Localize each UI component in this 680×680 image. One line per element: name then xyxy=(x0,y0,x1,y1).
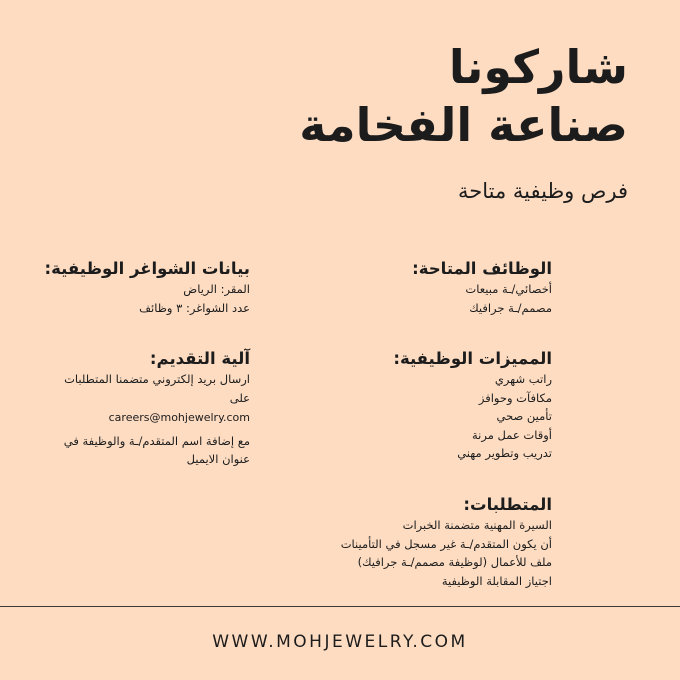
vacancy-info-section xyxy=(24,258,250,317)
hero xyxy=(299,38,628,204)
benefit-item: مكافآت وحوافز xyxy=(478,390,552,405)
benefit-item: تأمين صحي xyxy=(496,409,552,423)
vacancy-info-item: المقر: الرياض xyxy=(183,282,250,296)
requirement-item: أن يكون المتقدم/ـة غير مسجل في التأمينات xyxy=(340,536,552,551)
subtitle: فرص وظيفية متاحة xyxy=(458,179,628,203)
position-item: أخصائي/ـة مبيعات xyxy=(465,282,552,296)
requirement-item: ملف للأعمال (لوظيفة مصمم/ـة جرافيك) xyxy=(357,555,552,569)
vacancy-info-item: عدد الشواغر: ٣ وظائف xyxy=(139,300,250,315)
headline-line-2: صناعة الفخامة xyxy=(299,98,628,152)
position-item: مصمم/ـة جرافيك xyxy=(469,300,552,315)
application-line: عنوان الايميل xyxy=(186,452,250,466)
requirements-section xyxy=(292,494,552,590)
website-url[interactable]: WWW.MOHJEWELRY.COM xyxy=(212,632,468,652)
application-email-link[interactable]: careers@mohjewelry.com xyxy=(108,411,250,424)
requirements-title: المتطلبات: xyxy=(463,495,552,514)
benefit-item: أوقات عمل مرنة xyxy=(472,427,552,442)
application-line: مع إضافة اسم المتقدم/ـة والوظيفة في xyxy=(63,433,250,448)
positions-section xyxy=(342,258,552,317)
application-line: ارسال بريد إلكتروني متضمنا المتطلبات xyxy=(64,372,250,386)
positions-title: الوظائف المتاحة: xyxy=(412,259,552,278)
benefits-title: المميزات الوظيفية: xyxy=(393,349,552,368)
application-section xyxy=(24,348,250,469)
requirement-item: اجتياز المقابلة الوظيفية xyxy=(441,573,552,588)
headline-line-1: شاركونا xyxy=(448,40,628,94)
benefits-section xyxy=(342,348,552,463)
footer-divider xyxy=(0,606,680,607)
requirement-item: السيرة المهنية متضمنة الخبرات xyxy=(402,518,552,532)
benefit-item: تدريب وتطوير مهني xyxy=(457,446,552,460)
benefit-item: راتب شهري xyxy=(494,372,552,386)
vacancy-info-title: بيانات الشواغر الوظيفية: xyxy=(44,259,250,278)
application-line: على xyxy=(229,390,250,405)
application-title: آلية التقديم: xyxy=(149,349,250,368)
